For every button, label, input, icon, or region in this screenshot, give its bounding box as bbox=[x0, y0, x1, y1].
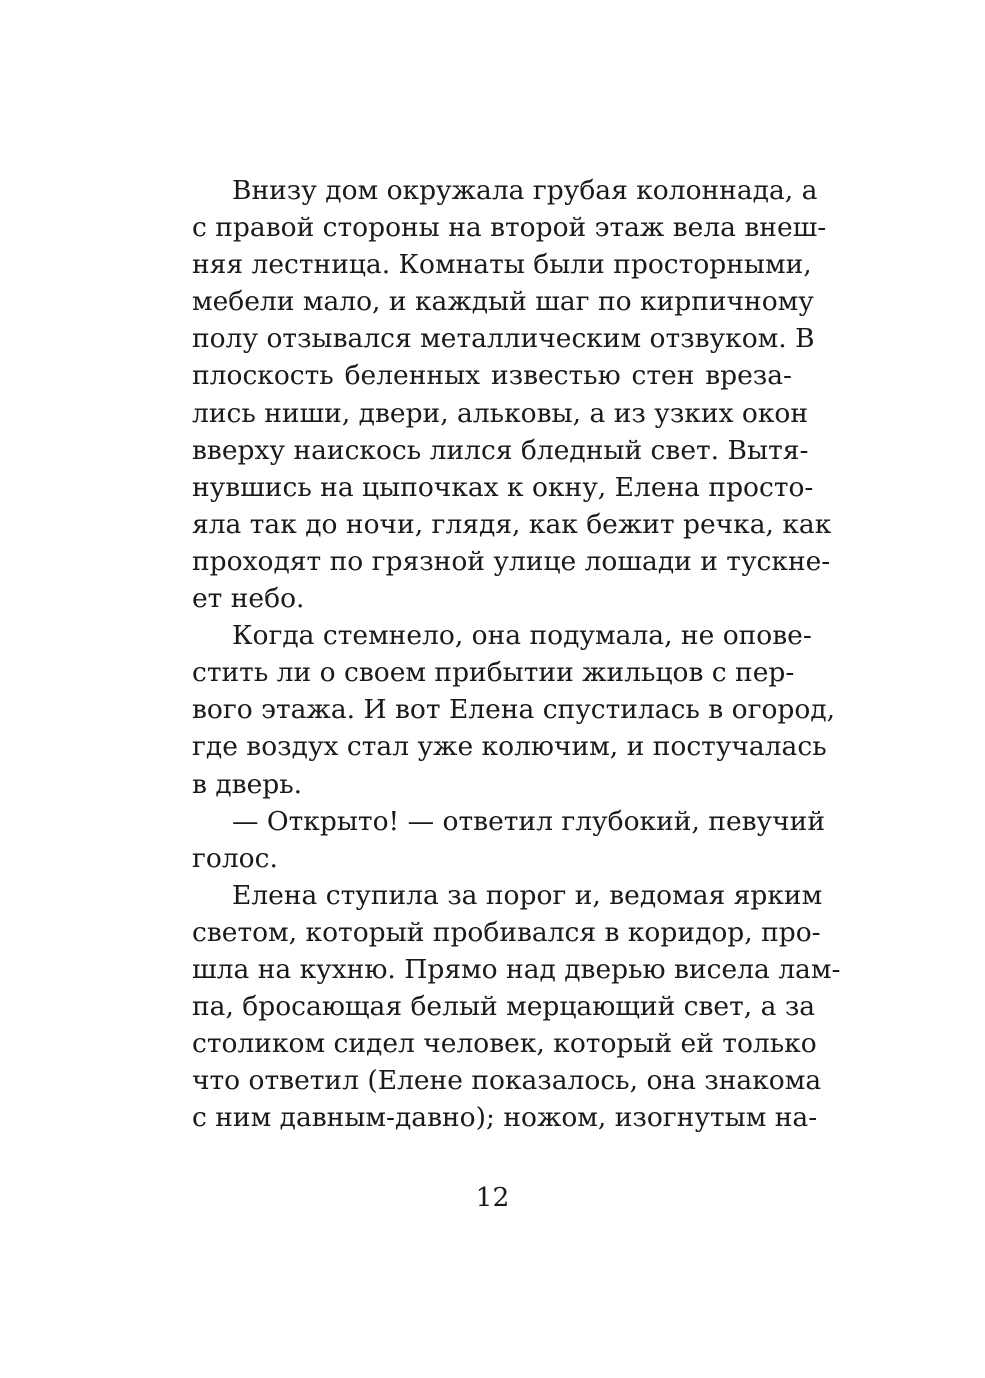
text-line: стить ли о своем прибытии жильцов с пер- bbox=[192, 657, 795, 689]
text-line: Елена ступила за порог и, ведомая ярким bbox=[232, 879, 823, 911]
text-line: с ним давным-давно); ножом, изогнутым на- bbox=[192, 1102, 818, 1134]
text-line: Внизу дом окружала грубая колоннада, а bbox=[232, 175, 818, 206]
text-line: — Открыто! — ответил глубокий, певучий bbox=[232, 805, 825, 837]
text-line: полу отзывался металлическим отзвуком. В bbox=[192, 323, 815, 355]
text-line: где воздух стал уже колючим, и постучалась bbox=[192, 731, 827, 763]
text-line: вого этажа. И вот Елена спустилась в огород, bbox=[192, 694, 836, 726]
text-line: няя лестница. Комнаты были просторными, bbox=[192, 249, 812, 281]
book-page-text bbox=[192, 172, 841, 1136]
text-line: нувшись на цыпочках к окну, Елена просто- bbox=[192, 471, 814, 503]
text-line: ет небо. bbox=[192, 583, 305, 615]
text-line: голос. bbox=[192, 842, 278, 874]
text-line: па, бросающая белый мерцающий свет, а за bbox=[192, 991, 816, 1023]
text-line: яла так до ночи, глядя, как бежит речка, как bbox=[192, 508, 832, 540]
text-line: проходят по грязной улице лошади и тускне- bbox=[192, 545, 831, 577]
text-line: шла на кухню. Прямо над дверью висела лам- bbox=[192, 953, 841, 985]
text-line: столиком сидел человек, который ей только bbox=[192, 1028, 817, 1060]
text-line: Когда стемнело, она подумала, не опове- bbox=[232, 620, 812, 652]
text-line: что ответил (Елене показалось, она знакома bbox=[192, 1065, 822, 1097]
text-line: мебели мало, и каждый шаг по кирпичному bbox=[192, 286, 814, 318]
text-line: лись ниши, двери, альковы, а из узких окон bbox=[192, 397, 809, 429]
page-number: 12 bbox=[475, 1182, 510, 1213]
text-line: плоскость беленных известью стен вреза- bbox=[192, 360, 792, 392]
text-line: в дверь. bbox=[192, 768, 303, 800]
text-line: светом, который пробивался в коридор, про- bbox=[192, 916, 821, 948]
text-line: вверху наискось лился бледный свет. Вытя- bbox=[192, 434, 809, 466]
text-line: с правой стороны на второй этаж вела внеш- bbox=[192, 212, 827, 244]
